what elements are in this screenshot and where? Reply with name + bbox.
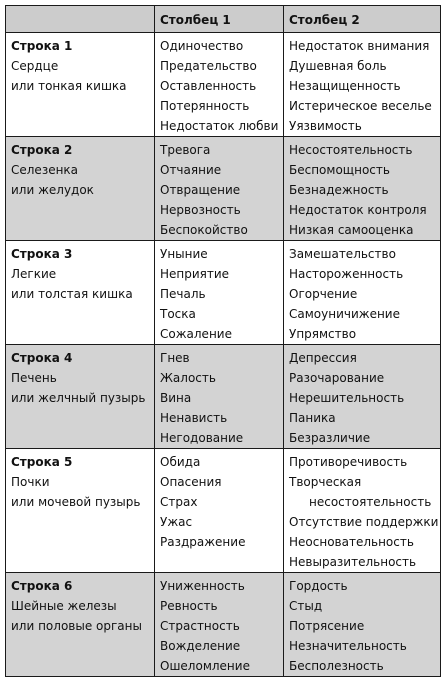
emotion-item: Оставленность: [160, 79, 257, 93]
emotion-item: Низкая самооценка: [289, 223, 414, 237]
organ-alt-name: или половые органы: [11, 619, 142, 633]
header-row: [6, 6, 441, 33]
emotion-item: Униженность: [160, 579, 245, 593]
organ-alt-name: или мочевой пузырь: [11, 495, 141, 509]
emotion-item: Потрясение: [289, 619, 365, 633]
organ-alt-name: или тонкая кишка: [11, 79, 127, 93]
organ-name: Легкие: [11, 267, 57, 281]
emotion-item: Недостаток контроля: [289, 203, 427, 217]
emotion-item: Обида: [160, 455, 201, 469]
table-row: [6, 137, 441, 241]
column-1-cell: [155, 241, 284, 345]
emotion-item: Вожделение: [160, 639, 241, 653]
emotion-item: Безнадежность: [289, 183, 389, 197]
emotion-item: Отчаяние: [160, 163, 222, 177]
emotion-item: Невыразительность: [289, 555, 417, 569]
row-label-cell: [6, 137, 155, 241]
row-title: Строка 5: [11, 455, 73, 469]
emotion-item: Недостаток внимания: [289, 39, 430, 53]
row-label-cell: [6, 449, 155, 573]
row-title: Строка 4: [11, 351, 73, 365]
table-row: [6, 345, 441, 449]
emotion-item: Настороженность: [289, 267, 404, 281]
column-2-cell: [284, 345, 441, 449]
emotion-item: Паника: [289, 411, 336, 425]
organ-alt-name: или толстая кишка: [11, 287, 133, 301]
organ-alt-name: или желчный пузырь: [11, 391, 146, 405]
emotion-item: Ужас: [160, 515, 193, 529]
organ-name: Печень: [11, 371, 57, 385]
column-2-cell: [284, 449, 441, 573]
emotion-item: Отсутствие поддержки: [289, 515, 439, 529]
organ-alt-name: или желудок: [11, 183, 94, 197]
emotion-item: Страстность: [160, 619, 240, 633]
emotion-item-continuation: несостоятельность: [309, 495, 432, 509]
emotion-item: Уныние: [160, 247, 208, 261]
row-title: Строка 6: [11, 579, 73, 593]
emotion-item: Ревность: [160, 599, 218, 613]
emotion-item: Ошеломление: [160, 659, 250, 673]
emotion-item: Нервозность: [160, 203, 241, 217]
emotion-item: Гордость: [289, 579, 348, 593]
organ-name: Сердце: [11, 59, 59, 73]
emotion-item: Беспомощность: [289, 163, 390, 177]
emotions-table: [5, 5, 441, 677]
column-1-cell: [155, 449, 284, 573]
emotion-item: Безразличие: [289, 431, 371, 445]
emotion-item: Раздражение: [160, 535, 246, 549]
emotion-item: Ненависть: [160, 411, 228, 425]
emotion-item: Истерическое веселье: [289, 99, 432, 113]
emotion-item: Бесполезность: [289, 659, 384, 673]
emotion-item: Депрессия: [289, 351, 357, 365]
emotion-item: Противоречивость: [289, 455, 408, 469]
row-label-cell: [6, 345, 155, 449]
row-label-cell: [6, 573, 155, 677]
emotion-item: Неосновательность: [289, 535, 414, 549]
column-1-header: Столбец 1: [155, 6, 284, 33]
emotion-item: Опасения: [160, 475, 222, 489]
emotion-item: Незначительность: [289, 639, 407, 653]
corner-cell: [6, 6, 155, 33]
row-label-cell: [6, 33, 155, 137]
column-2-cell: [284, 137, 441, 241]
emotion-item: Тоска: [160, 307, 196, 321]
column-2-cell: [284, 33, 441, 137]
emotion-item: Нерешительность: [289, 391, 405, 405]
emotion-item: Разочарование: [289, 371, 385, 385]
column-2-header: Столбец 2: [284, 6, 441, 33]
row-title: Строка 1: [11, 39, 73, 53]
column-1-cell: [155, 573, 284, 677]
emotion-item: Стыд: [289, 599, 323, 613]
organ-name: Селезенка: [11, 163, 79, 177]
emotion-item: Недостаток любви: [160, 119, 279, 133]
emotion-item: Одиночество: [160, 39, 244, 53]
table-row: [6, 241, 441, 345]
emotion-item: Творческая: [289, 475, 362, 489]
row-title: Строка 2: [11, 143, 73, 157]
emotion-item: Потерянность: [160, 99, 250, 113]
table-row: [6, 573, 441, 677]
emotion-item: Уязвимость: [289, 119, 362, 133]
emotion-item: Душевная боль: [289, 59, 387, 73]
emotion-item: Несостоятельность: [289, 143, 413, 157]
emotion-item: Незащищенность: [289, 79, 401, 93]
column-2-cell: [284, 573, 441, 677]
column-1-cell: [155, 137, 284, 241]
emotion-item: Огорчение: [289, 287, 358, 301]
organ-name: Почки: [11, 475, 50, 489]
organ-name: Шейные железы: [11, 599, 117, 613]
emotion-item: Беспокойство: [160, 223, 248, 237]
emotion-item: Негодование: [160, 431, 244, 445]
emotion-item: Отвращение: [160, 183, 241, 197]
emotion-item: Предательство: [160, 59, 257, 73]
emotion-item: Самоуничижение: [289, 307, 400, 321]
emotion-item: Страх: [160, 495, 198, 509]
row-title: Строка 3: [11, 247, 73, 261]
column-1-cell: [155, 345, 284, 449]
emotion-item: Неприятие: [160, 267, 230, 281]
row-label-cell: [6, 241, 155, 345]
emotion-item: Гнев: [160, 351, 190, 365]
emotion-item: Сожаление: [160, 327, 232, 341]
column-1-cell: [155, 33, 284, 137]
emotion-item: Жалость: [160, 371, 216, 385]
emotion-item: Вина: [160, 391, 192, 405]
emotion-item: Тревога: [160, 143, 211, 157]
emotion-item: Упрямство: [289, 327, 357, 341]
table-row: [6, 449, 441, 573]
column-2-cell: [284, 241, 441, 345]
emotion-item: Печаль: [160, 287, 206, 301]
table-row: [6, 33, 441, 137]
emotion-item: Замешательство: [289, 247, 396, 261]
